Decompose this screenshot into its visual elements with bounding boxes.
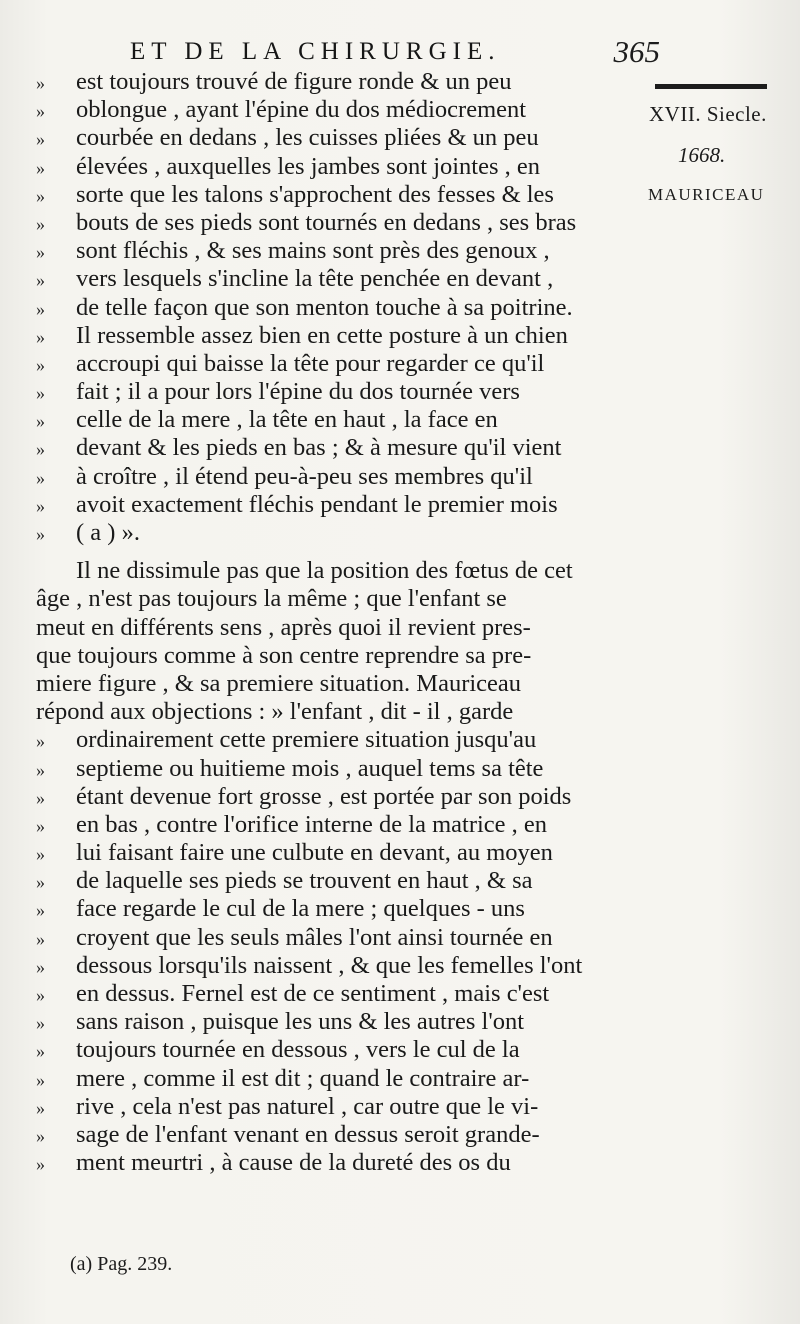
quote-mark: » — [36, 1097, 45, 1118]
paragraph-gap — [36, 547, 648, 557]
text-line: » devant & les pieds en bas ; & à mesure qu'il vient — [36, 434, 648, 462]
quote-mark: » — [36, 213, 45, 234]
text-line: » est toujours trouvé de figure ronde & un peu — [36, 68, 648, 96]
quote-mark: » — [36, 157, 45, 178]
text-line: » de telle façon que son menton touche à sa poitrine. — [36, 294, 648, 322]
text-line: répond aux objections : » l'enfant , dit - il , garde — [36, 698, 514, 726]
text-line: » Il ressemble assez bien en cette posture à un chien — [36, 322, 648, 350]
quote-mark: » — [36, 73, 45, 93]
text-line: » mere , comme il est dit ; quand le contraire ar- — [36, 1065, 648, 1093]
quote-mark: » — [36, 1013, 45, 1034]
quote-mark: » — [36, 787, 45, 808]
quote-mark: » — [36, 1069, 45, 1090]
text-line: miere figure , & sa premiere situation. Mauriceau — [36, 669, 522, 697]
text-line: » en dessus. Fernel est de ce sentiment , mais c'est — [36, 980, 648, 1008]
page-header — [130, 34, 660, 70]
quote-mark: » — [36, 354, 45, 375]
text-line: » lui faisant faire une culbute en devant, au moyen — [36, 839, 648, 867]
quote-mark: » — [36, 242, 45, 263]
text-line: » oblongue , ayant l'épine du dos médiocrement — [36, 96, 648, 124]
quote-mark: » — [36, 101, 45, 122]
text-line: » celle de la mere , la tête en haut , la face en — [36, 406, 648, 434]
quote-mark: » — [36, 383, 45, 404]
text-line: » avoit exactement fléchis pendant le premier mois — [36, 491, 648, 519]
quote-mark: » — [36, 844, 45, 865]
text-line: » sans raison , puisque les uns & les autres l'ont — [36, 1008, 648, 1036]
quote-mark: » — [36, 1154, 45, 1175]
text-line: » en bas , contre l'orifice interne de la matrice , en — [36, 811, 648, 839]
text-line: » face regarde le cul de la mere ; quelques - uns — [36, 895, 648, 923]
text-line: Il ne dissimule pas que la position des fœtus de cet — [76, 557, 573, 585]
text-line: » rive , cela n'est pas naturel , car outre que le vi- — [36, 1093, 648, 1121]
quote-mark: » — [36, 956, 45, 977]
text-line: » étant devenue fort grosse , est portée par son poids — [36, 783, 648, 811]
quote-mark: » — [36, 900, 45, 921]
quote-mark: » — [36, 185, 45, 206]
text-line: meut en différents sens , après quoi il revient pres- — [36, 613, 531, 641]
quote-mark: » — [36, 298, 45, 319]
quote-mark: » — [36, 1125, 45, 1146]
text-line: » courbée en dedans , les cuisses pliées & un peu — [36, 124, 648, 152]
quote-mark: » — [36, 495, 45, 516]
margin-note-year: 1668. — [678, 143, 726, 167]
quote-mark: » — [36, 731, 45, 752]
text-line: que toujours comme à son centre reprendre sa pre- — [36, 641, 532, 669]
margin-note-century: XVII. Siecle. — [649, 102, 767, 126]
quote-mark: » — [36, 759, 45, 780]
quote-mark: » — [36, 411, 45, 432]
text-line: » ( a ) ». — [36, 519, 648, 547]
text-line: » ordinairement cette premiere situation jusqu'au — [36, 726, 648, 754]
quote-mark: » — [36, 524, 45, 544]
quote-mark: » — [36, 985, 45, 1005]
text-line: » à croître , il étend peu-à-peu ses membres qu'il — [36, 463, 648, 491]
quote-mark: » — [36, 439, 45, 460]
running-head: ET DE LA CHIRURGIE. — [130, 38, 501, 65]
quote-mark: » — [36, 270, 45, 291]
text-line: » toujours tournée en dessous , vers le cul de la — [36, 1036, 648, 1064]
quote-mark: » — [36, 872, 45, 893]
text-line: » élevées , auxquelles les jambes sont jointes , en — [36, 153, 648, 181]
quote-mark: » — [36, 815, 45, 836]
quote-mark: » — [36, 1041, 45, 1062]
text-line: » sorte que les talons s'approchent des fesses & les — [36, 181, 648, 209]
text-line: » bouts de ses pieds sont tournés en dedans , ses bras — [36, 209, 648, 237]
quote-mark: » — [36, 326, 45, 347]
text-line: » sont fléchis , & ses mains sont près des genoux , — [36, 237, 648, 265]
page-number: 365 — [613, 34, 660, 69]
text-line: » croyent que les seuls mâles l'ont ainsi tournée en — [36, 924, 648, 952]
text-line: » ment meurtri , à cause de la dureté des os du — [36, 1149, 648, 1177]
text-line: » dessous lorsqu'ils naissent , & que les femelles l'ont — [36, 952, 648, 980]
text-line: » fait ; il a pour lors l'épine du dos tournée vers — [36, 378, 648, 406]
body-text — [36, 68, 648, 1177]
text-line: âge , n'est pas toujours la même ; que l'enfant se — [36, 585, 507, 613]
quote-mark: » — [36, 467, 45, 488]
margin-note-author: MAURICEAU — [648, 185, 765, 204]
text-line: » vers lesquels s'incline la tête penchée en devant , — [36, 265, 648, 293]
text-line: » de laquelle ses pieds se trouvent en haut , & sa — [36, 867, 648, 895]
footnote: (a) Pag. 239. — [70, 1253, 173, 1275]
text-line: » sage de l'enfant venant en dessus seroit grande- — [36, 1121, 648, 1149]
margin-rule — [655, 84, 767, 89]
quote-mark: » — [36, 129, 45, 150]
text-line: » septieme ou huitieme mois , auquel tems sa tête — [36, 755, 648, 783]
text-line: » accroupi qui baisse la tête pour regarder ce qu'il — [36, 350, 648, 378]
quote-mark: » — [36, 928, 45, 949]
